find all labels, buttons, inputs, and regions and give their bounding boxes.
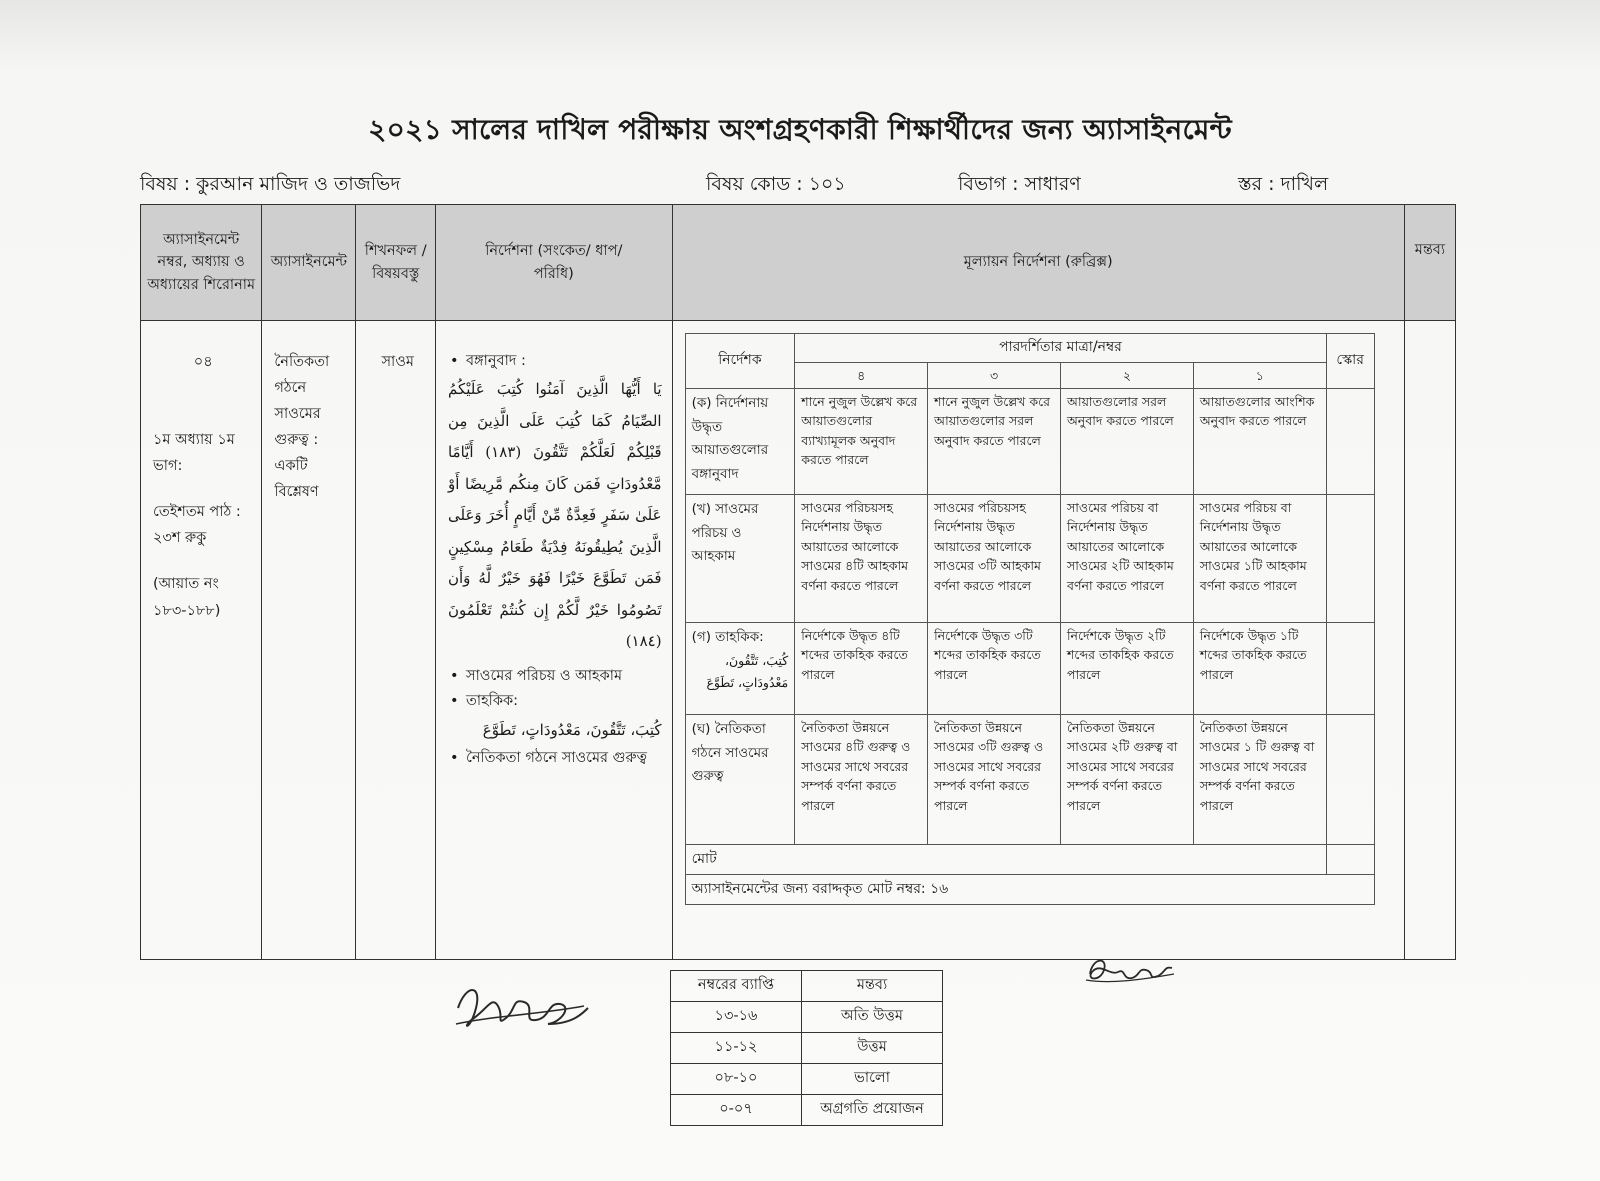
rubric-indicator-a: (ক) নির্দেশনায় উদ্ধৃত আয়াতগুলোর বঙ্গানুবাদ	[685, 389, 795, 495]
rubric-cell: নৈতিকতা উন্নয়নে সাওমের ২টি গুরুত্ব বা সাওমের সাথে সবরের সম্পর্ক বর্ণনা করতে পারলে	[1060, 715, 1193, 845]
instruction-definition: • সাওমের পরিচয় ও আহকাম	[448, 664, 662, 689]
rubric-cell: সাওমের পরিচয় বা নির্দেশনায় উদ্ধৃত আয়াতের আলোকে সাওমের ১টি আহকাম বর্ণনা করতে পারলে	[1193, 495, 1326, 623]
rubric-allotted-marks: অ্যাসাইনমেন্টের জন্য বরাদ্দকৃত মোট নম্বর: ১৬	[685, 875, 1374, 905]
instruction-tahqiq: • তাহকিক:	[448, 689, 662, 714]
rubric-cell: সাওমের পরিচয়সহ নির্দেশনায় উদ্ধৃত আয়াতের আলোকে সাওমের ৪টি আহকাম বর্ণনা করতে পারলে	[795, 495, 928, 623]
assignment-table	[140, 204, 1456, 960]
rubric-indicator-header: নির্দেশক	[685, 334, 795, 389]
rubric-cell: শানে নুজুল উল্লেখ করে আয়াতগুলোর ব্যাখ্যামূলক অনুবাদ করতে পারলে	[795, 389, 928, 495]
rubric-level-1: ১	[1193, 362, 1326, 388]
chapter-label: ১ম অধ্যায় ১ম ভাগ:	[153, 432, 235, 475]
rubric-cell: আয়াতগুলোর আংশিক অনুবাদ করতে পারলে	[1193, 389, 1326, 495]
rubric-score-header: স্কোর	[1326, 334, 1374, 389]
remarks-cell	[1404, 321, 1455, 960]
rubric-indicator-c	[685, 623, 795, 715]
rubric-cell	[672, 321, 1404, 960]
signature-right	[1080, 950, 1180, 992]
rubric-cell: নির্দেশকে উদ্ধৃত ৩টি শব্দের তাকহিক করতে পারলে	[928, 623, 1061, 715]
rubric-table	[685, 333, 1375, 905]
rubric-level-header: পারদর্শিতার মাত্রা/নম্বর	[795, 334, 1327, 363]
rubric-level-2: ২	[1060, 362, 1193, 388]
rubric-score-cell	[1326, 495, 1374, 623]
grade-remark: ভালো	[802, 1064, 943, 1095]
rubric-cell: নৈতিকতা উন্নয়নে সাওমের ১ টি গুরুত্ব বা সাওমের সাথে সবরের সম্পর্ক বর্ণনা করতে পারলে	[1193, 715, 1326, 845]
rubric-score-cell	[1326, 715, 1374, 845]
rubric-cell: আয়াতগুলোর সরল অনুবাদ করতে পারলে	[1060, 389, 1193, 495]
rubric-indicator-c-label: (গ) তাহকিক:	[691, 629, 764, 646]
rubric-level-3: ৩	[928, 362, 1061, 388]
subject-code-label: বিষয় কোড : ১০১	[706, 173, 846, 195]
grade-range: ০-০৭	[671, 1095, 802, 1126]
rubric-indicator-d: (ঘ) নৈতিকতা গঠনে সাওমের গুরুত্ব	[685, 715, 795, 845]
grade-remark: উত্তম	[802, 1033, 943, 1064]
rubric-cell: সাওমের পরিচয়সহ নির্দেশনায় উদ্ধৃত আয়াতের আলোকে সাওমের ৩টি আহকাম বর্ণনা করতে পারলে	[928, 495, 1061, 623]
grade-range: ১১-১২	[671, 1033, 802, 1064]
rubric-score-cell	[1326, 389, 1374, 495]
rubric-total-label: মোট	[685, 845, 1326, 875]
rubric-indicator-b: (খ) সাওমের পরিচয় ও আহকাম	[685, 495, 795, 623]
content-cell	[356, 321, 436, 960]
grade-range: ০৮-১০	[671, 1064, 802, 1095]
rubric-cell: নির্দেশকে উদ্ধৃত ২টি শব্দের তাকহিক করতে পারলে	[1060, 623, 1193, 715]
division-label: বিভাগ : সাধারণ	[958, 173, 1081, 195]
assignment-number: ০৪	[193, 354, 213, 370]
arabic-verses: يَا أَيُّهَا الَّذِينَ آمَنُوا كُتِبَ عَلَيْكُمُ الصِّيَامُ كَمَا كُتِبَ عَلَى الَّذِينَ مِن قَبْلِكُمْ لَعَلَّكُمْ تَتَّقُونَ (١٨٣) أَيَّامًا مَّعْدُودَاتٍ فَمَن كَانَ مِنكُم مَّرِيضًا أَوْ عَلَىٰ سَفَرٍ فَعِدَّةٌ مِّنْ أَيَّامٍ أُخَرَ وَعَلَى الَّذِينَ يُطِيقُونَهُ فِدْيَةٌ طَعَامُ مِسْكِينٍ فَمَن تَطَوَّعَ خَيْرًا فَهُوَ خَيْرٌ لَّهُ وَأَن تَصُومُوا خَيْرٌ لَّكُمْ إِن كُنتُمْ تَعْلَمُونَ (١٨٤)	[447, 380, 662, 651]
rubric-cell: সাওমের পরিচয় বা নির্দেশনায় উদ্ধৃত আয়াতের আলোকে সাওমের ২টি আহকাম বর্ণনা করতে পারলে	[1060, 495, 1193, 623]
rubric-cell: নির্দেশকে উদ্ধৃত ৪টি শব্দের তাকহিক করতে পারলে	[795, 623, 928, 715]
grade-remark: অতি উত্তম	[802, 1002, 943, 1033]
rubric-cell: শানে নুজুল উল্লেখ করে আয়াতগুলোর সরল অনুবাদ করতে পারলে	[928, 389, 1061, 495]
rubric-score-cell	[1326, 623, 1374, 715]
grade-remark: অগ্রগতি প্রয়োজন	[802, 1095, 943, 1126]
content-text: সাওম	[381, 354, 414, 370]
assignment-cell	[262, 321, 356, 960]
header-assignment: অ্যাসাইনমেন্ট	[262, 205, 356, 321]
verses-label: (আয়াত নং ১৮৩-১৮৮)	[153, 576, 221, 619]
page-title: ২০২১ সালের দাখিল পরীক্ষায় অংশগ্রহণকারী শিক্ষার্থীদের জন্য অ্যাসাইনমেন্ট	[368, 113, 1232, 146]
level-label: স্তর : দাখিল	[1238, 173, 1329, 195]
grade-range-header: নম্বরের ব্যাপ্তি	[671, 971, 802, 1002]
instruction-translation: • বঙ্গানুবাদ :	[448, 349, 662, 374]
grade-range: ১৩-১৬	[671, 1002, 802, 1033]
tahqiq-words: كُتِبَ، تَتَّقُونَ، مَعْدُودَاتٍ، تَطَوَّعَ	[482, 720, 662, 739]
rubric-level-4: ৪	[795, 362, 928, 388]
header-learning-outcome: শিখনফল / বিষয়বস্তু	[356, 205, 436, 321]
grade-range-table	[670, 970, 943, 1126]
instruction-morality: • নৈতিকতা গঠনে সাওমের গুরুত্ব	[448, 746, 662, 771]
lesson-label: তেইশতম পাঠ : ২৩শ রুকু	[153, 504, 241, 547]
grade-remark-header: মন্তব্য	[802, 971, 943, 1002]
header-assignment-number: অ্যাসাইনমেন্ট নম্বর, অধ্যায় ও অধ্যায়ের শিরোনাম	[141, 205, 262, 321]
rubric-cell: নির্দেশকে উদ্ধৃত ১টি শব্দের তাকহিক করতে পারলে	[1193, 623, 1326, 715]
assignment-text: নৈতিকতা গঠনে সাওমের গুরুত্ব : একটি বিশ্লেষণ	[274, 354, 330, 501]
signature-left	[452, 978, 592, 1038]
assignment-number-cell	[141, 321, 262, 960]
header-remarks: মন্তব্য	[1404, 205, 1455, 321]
rubric-cell: নৈতিকতা উন্নয়নে সাওমের ৪টি গুরুত্ব ও সাওমের সাথে সবরের সম্পর্ক বর্ণনা করতে পারলে	[795, 715, 928, 845]
subject-label: বিষয় : কুরআন মাজিদ ও তাজভিদ	[140, 173, 401, 195]
instructions-cell	[435, 321, 672, 960]
rubric-indicator-c-words: كُتِبَ، تَتَّقُونَ، مَعْدُودَاتٍ، تَطَوَّعَ	[706, 652, 789, 690]
header-rubric: মূল্যায়ন নির্দেশনা (রুব্রিক্স)	[672, 205, 1404, 321]
header-instructions: নির্দেশনা (সংকেত/ ধাপ/পরিধি)	[435, 205, 672, 321]
rubric-total-score	[1326, 845, 1374, 875]
rubric-cell: নৈতিকতা উন্নয়নে সাওমের ৩টি গুরুত্ব ও সাওমের সাথে সবরের সম্পর্ক বর্ণনা করতে পারলে	[928, 715, 1061, 845]
